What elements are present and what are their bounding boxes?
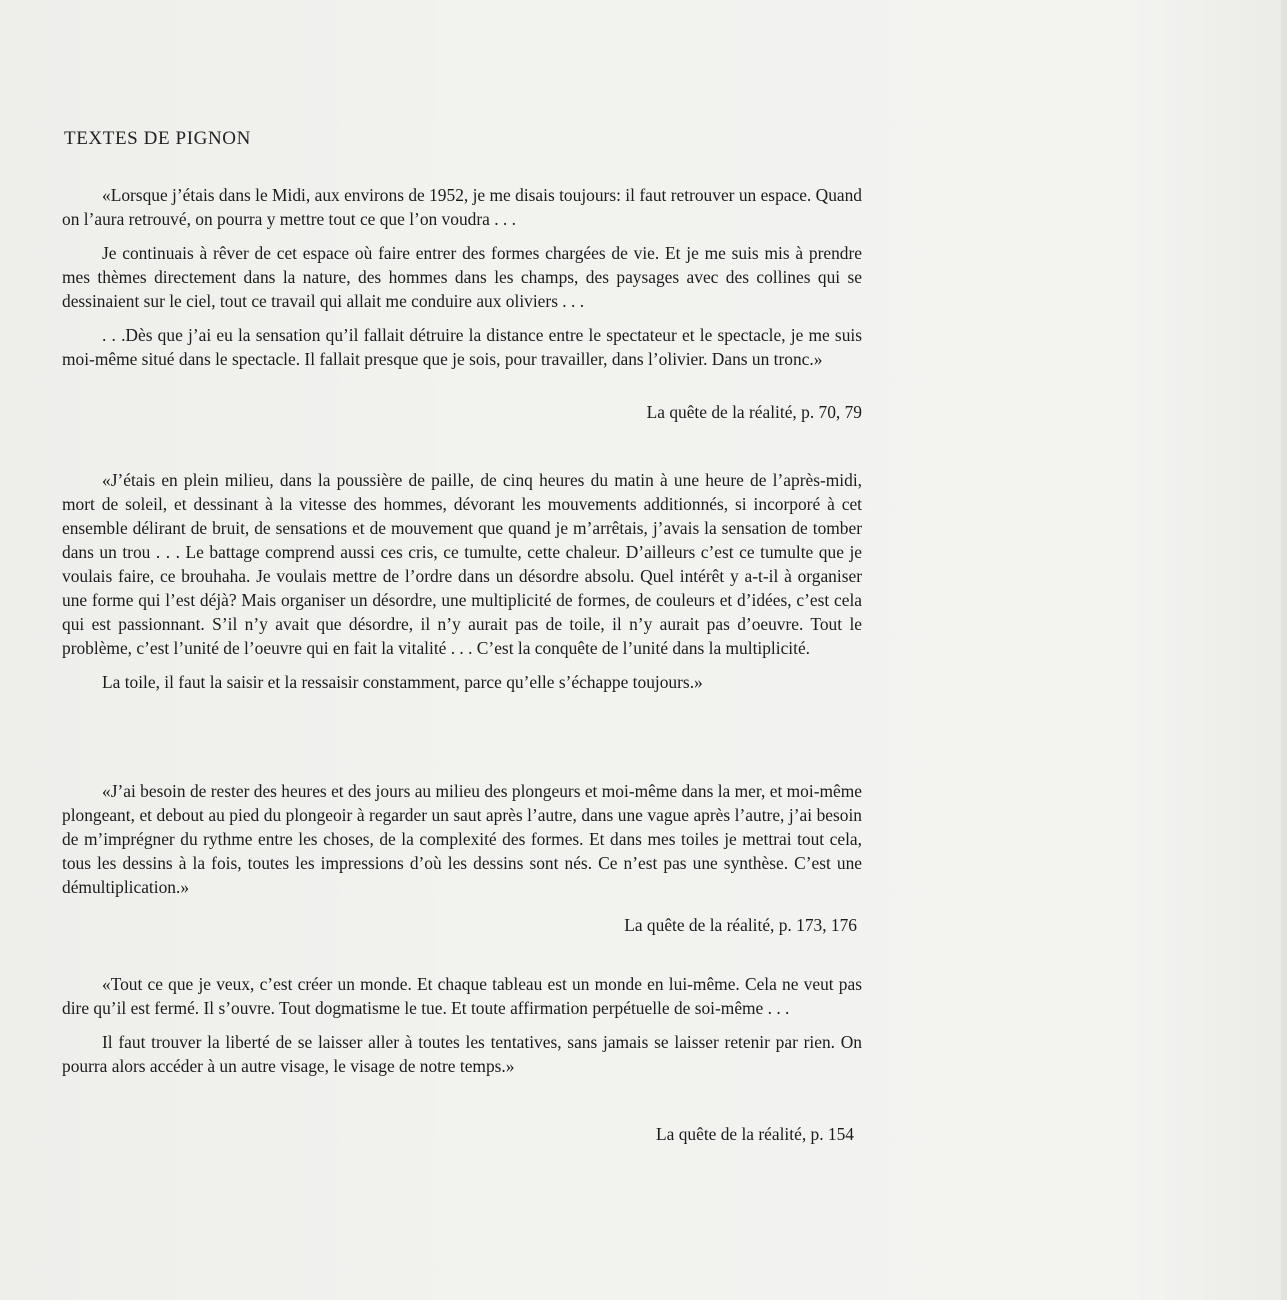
quote-block bbox=[62, 183, 862, 371]
quote-paragraph: «Lorsque j’étais dans le Midi, aux environs de 1952, je me disais toujours: il faut retrouver un espace. Quand on l’aura retrouvé, on pourra y mettre tout ce que l’on voudra . . . bbox=[62, 185, 862, 229]
quote-paragraph: . . .Dès que j’ai eu la sensation qu’il fallait détruire la distance entre le spectateur et le spectacle, je me suis moi-même situé dans le spectacle. Il fallait presque que je sois, pour travailler, dans l’olivier. Dans un tronc.» bbox=[62, 325, 862, 369]
section-heading: TEXTES DE PIGNON bbox=[64, 128, 251, 149]
quote-paragraph: La toile, il faut la saisir et la ressaisir constamment, parce qu’elle s’échappe toujours.» bbox=[102, 672, 703, 692]
page-gutter bbox=[1281, 0, 1287, 1300]
quote-block bbox=[62, 468, 862, 694]
quote-source: La quête de la réalité, p. 173, 176 bbox=[624, 915, 857, 935]
quote-block bbox=[62, 972, 862, 1078]
quote-block bbox=[62, 779, 862, 899]
quote-source: La quête de la réalité, p. 70, 79 bbox=[646, 402, 862, 422]
quote-source: La quête de la réalité, p. 154 bbox=[656, 1124, 854, 1144]
quote-paragraph: «J’ai besoin de rester des heures et des jours au milieu des plongeurs et moi-même dans la mer, et moi-même plongeant, et debout au pied du plongeoir à regarder un saut après l’autre, dans une vague après l’autre, j’ai besoin de m’imprégner du rythme entre les choses, de la complexité des formes. Et dans mes toiles je mettrai tout cela, tous les dessins à la fois, toutes les impressions d’où les dessins sont nés. Ce n’est pas une synthèse. C’est une démultiplication.» bbox=[62, 781, 862, 897]
quote-paragraph: Il faut trouver la liberté de se laisser aller à toutes les tentatives, sans jamais se laisser retenir par rien. On pourra alors accéder à un autre visage, le visage de notre temps.» bbox=[62, 1032, 862, 1076]
quote-paragraph: «J’étais en plein milieu, dans la poussière de paille, de cinq heures du matin à une heure de l’après-midi, mort de soleil, et dessinant à la vitesse des hommes, dévorant les mouvements additionnés, si incorporé à cet ensemble délirant de bruit, de sensations et de mouvement que quand je m’arrêtais, j’avais la sensation de tomber dans un trou . . . Le battage comprend aussi ces cris, ce tumulte, cette chaleur. D’ailleurs c’est ce tumulte que je voulais faire, ce brouhaha. Je voulais mettre de l’ordre dans un désordre absolu. Quel intérêt y a-t-il à organiser une forme qui l’est déjà? Mais organiser un désordre, une multiplicité de formes, de couleurs et d’idées, c’est cela qui est passionnant. S’il n’y avait que désordre, il n’y aurait pas de toile, il n’y aurait pas d’oeuvre. Tout le problème, c’est l’unité de l’oeuvre qui en fait la vitalité . . . C’est la conquête de l’unité dans la multiplicité. bbox=[62, 470, 862, 658]
quote-paragraph: «Tout ce que je veux, c’est créer un monde. Et chaque tableau est un monde en lui-même. Cela ne veut pas dire qu’il est fermé. Il s’ouvre. Tout dogmatisme le tue. Et toute affirmation perpétuelle de soi-même . . . bbox=[62, 974, 862, 1018]
quote-paragraph: Je continuais à rêver de cet espace où faire entrer des formes chargées de vie. Et je me suis mis à prendre mes thèmes directement dans la nature, des hommes dans les champs, des paysages avec des collines qui se dessinaient sur le ciel, tout ce travail qui allait me conduire aux oliviers . . . bbox=[62, 243, 862, 311]
